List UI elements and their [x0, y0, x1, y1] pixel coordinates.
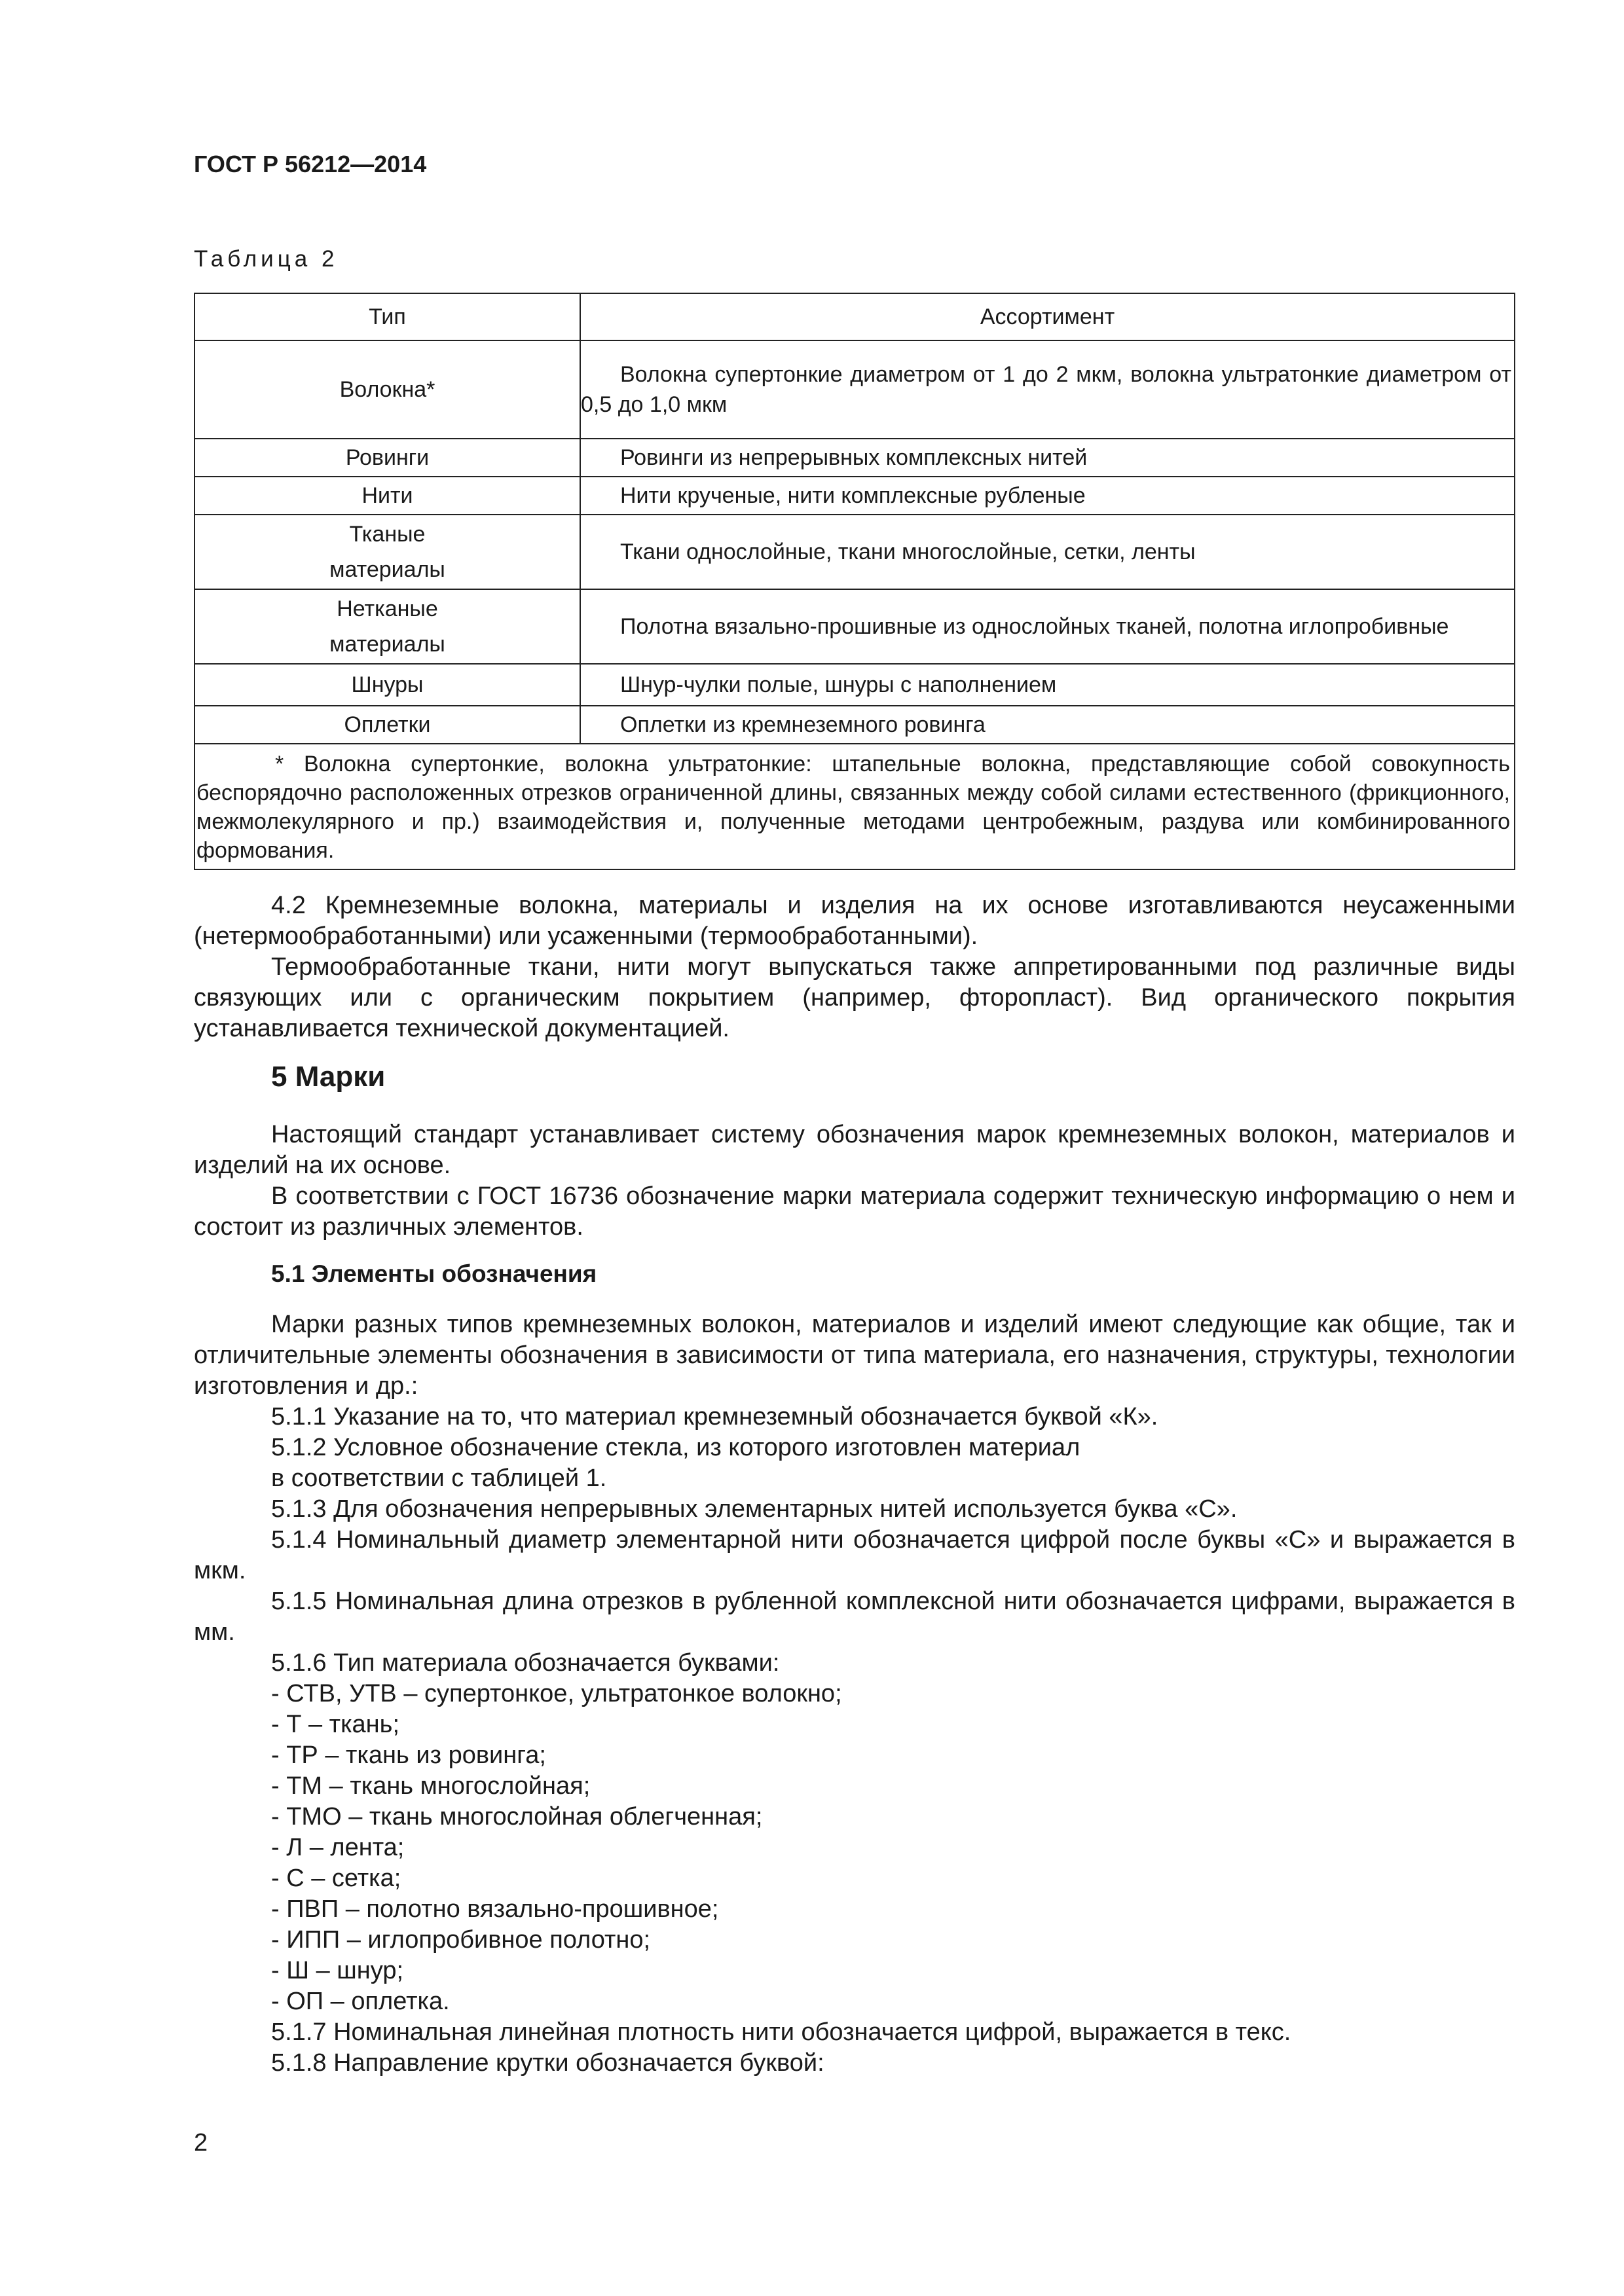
table-header-row: [194, 293, 1515, 340]
list-item: - ИПП – иглопробивное полотно;: [271, 1926, 651, 1954]
table-cell-assortment: Волокна супертонкие диаметром от 1 до 2 мкм, волокна ультратонкие диаметром от 0,5 до 1,0 мкм: [581, 362, 1511, 417]
table-cell-assortment: Нити крученые, нити комплексные рубленые: [620, 483, 1086, 508]
table-cell-assortment: Оплетки из кремнеземного ровинга: [620, 712, 986, 737]
list-item: - СТВ, УТВ – супертонкое, ультратонкое волокно;: [271, 1680, 842, 1707]
paragraph: Термообработанные ткани, нити могут выпускаться также аппретированными под различные виды связующих или с органическим покрытием (например, фторопласт). Вид органического покрытия устанавливается технической документацией.: [194, 953, 1515, 1042]
clause-item: 5.1.5 Номинальная длина отрезков в рубленной комплексной нити обозначается цифрами, выражается в мм.: [194, 1588, 1515, 1646]
subsection-heading: 5.1 Элементы обозначения: [271, 1260, 597, 1287]
document-code: ГОСТ Р 56212—2014: [194, 151, 427, 177]
clause-item: 5.1.7 Номинальная линейная плотность нити обозначается цифрой, выражается в текс.: [271, 2018, 1291, 2046]
table-cell-assortment: Шнур-чулки полые, шнуры с наполнением: [620, 672, 1057, 697]
clause-item: 5.1.1 Указание на то, что материал кремнеземный обозначается буквой «К».: [271, 1403, 1158, 1430]
section-5-text: [194, 1120, 1515, 1243]
table-row: [194, 589, 1515, 664]
list-item: - ТР – ткань из ровинга;: [271, 1741, 546, 1769]
table-row: [194, 664, 1515, 706]
clause-item: 5.1.3 Для обозначения непрерывных элементарных нитей используется буква «С».: [271, 1495, 1238, 1523]
list-item: - ОП – оплетка.: [271, 1988, 450, 2015]
paragraph: В соответствии с ГОСТ 16736 обозначение марки материала содержит техническую информацию о нем и состоит из различных элементов.: [194, 1182, 1515, 1241]
table-cell-type: Ровинги: [194, 439, 580, 477]
table-footnote: * Волокна супертонкие, волокна ультратонкие: штапельные волокна, представляющие собой совокупность беспорядочно расположенных отрезков ограниченной длины, связанных между собой силами естественного (фрикционного, межмолекулярного и пр.) взаимодействия и, полученные методами центробежным, раздува или комбинированного формования.: [194, 744, 1515, 869]
clause-4-2: [194, 890, 1515, 1044]
table-cell-assortment: Ровинги из непрерывных комплексных нитей: [620, 445, 1088, 470]
list-item: - ТМО – ткань многослойная облегченная;: [271, 1803, 763, 1831]
table-header-assortment: Ассортимент: [580, 293, 1515, 340]
table-header-type: Тип: [194, 293, 580, 340]
table-row: [194, 706, 1515, 744]
assortment-table: [194, 293, 1515, 870]
table-cell-type: Тканые материалы: [329, 522, 445, 582]
table-cell-type: Волокна*: [194, 340, 580, 439]
list-item: - Л – лента;: [271, 1834, 405, 1861]
table-row: [194, 477, 1515, 515]
table-caption: Таблица 2: [194, 246, 339, 272]
list-item: - Ш – шнур;: [271, 1957, 404, 1984]
table-footnote-row: [194, 744, 1515, 869]
table-row: [194, 439, 1515, 477]
list-item: - Т – ткань;: [271, 1711, 400, 1738]
table-row: [194, 340, 1515, 439]
paragraph: 4.2 Кремнеземные волокна, материалы и изделия на их основе изготавливаются неусаженными (нетермообработанными) или усаженными (термообработанными).: [194, 892, 1515, 950]
table-cell-assortment: Полотна вязально-прошивные из однослойных тканей, полотна иглопробивные: [620, 614, 1449, 639]
section-5-1-text: [194, 1309, 1515, 2079]
list-item: - ТМ – ткань многослойная;: [271, 1772, 591, 1800]
table-cell-type: Нити: [194, 477, 580, 515]
clause-item: 5.1.8 Направление крутки обозначается буквой:: [271, 2049, 824, 2077]
table-cell-assortment: Ткани однослойные, ткани многослойные, сетки, ленты: [620, 539, 1196, 564]
page-number: 2: [194, 2129, 208, 2157]
table-cell-type: Оплетки: [194, 706, 580, 744]
clause-item: 5.1.4 Номинальный диаметр элементарной нити обозначается цифрой после буквы «С» и выражается в мкм.: [194, 1526, 1515, 1584]
clause-item: в соответствии с таблицей 1.: [271, 1465, 607, 1492]
table-cell-type: Шнуры: [194, 664, 580, 706]
table-row: [194, 515, 1515, 589]
list-item: - ПВП – полотно вязально-прошивное;: [271, 1895, 719, 1923]
clause-item: 5.1.6 Тип материала обозначается буквами:: [271, 1649, 780, 1677]
table-cell-type: Нетканые материалы: [329, 596, 445, 657]
paragraph: Настоящий стандарт устанавливает систему обозначения марок кремнеземных волокон, материалов и изделий на их основе.: [194, 1121, 1515, 1179]
list-item: - С – сетка;: [271, 1865, 401, 1892]
paragraph: Марки разных типов кремнеземных волокон, материалов и изделий имеют следующие как общие, так и отличительные элементы обозначения в зависимости от типа материала, его назначения, структуры, технологии изготовления и др.:: [194, 1311, 1515, 1400]
clause-item: 5.1.2 Условное обозначение стекла, из которого изготовлен материал: [271, 1434, 1080, 1461]
section-heading: 5 Марки: [271, 1061, 386, 1093]
